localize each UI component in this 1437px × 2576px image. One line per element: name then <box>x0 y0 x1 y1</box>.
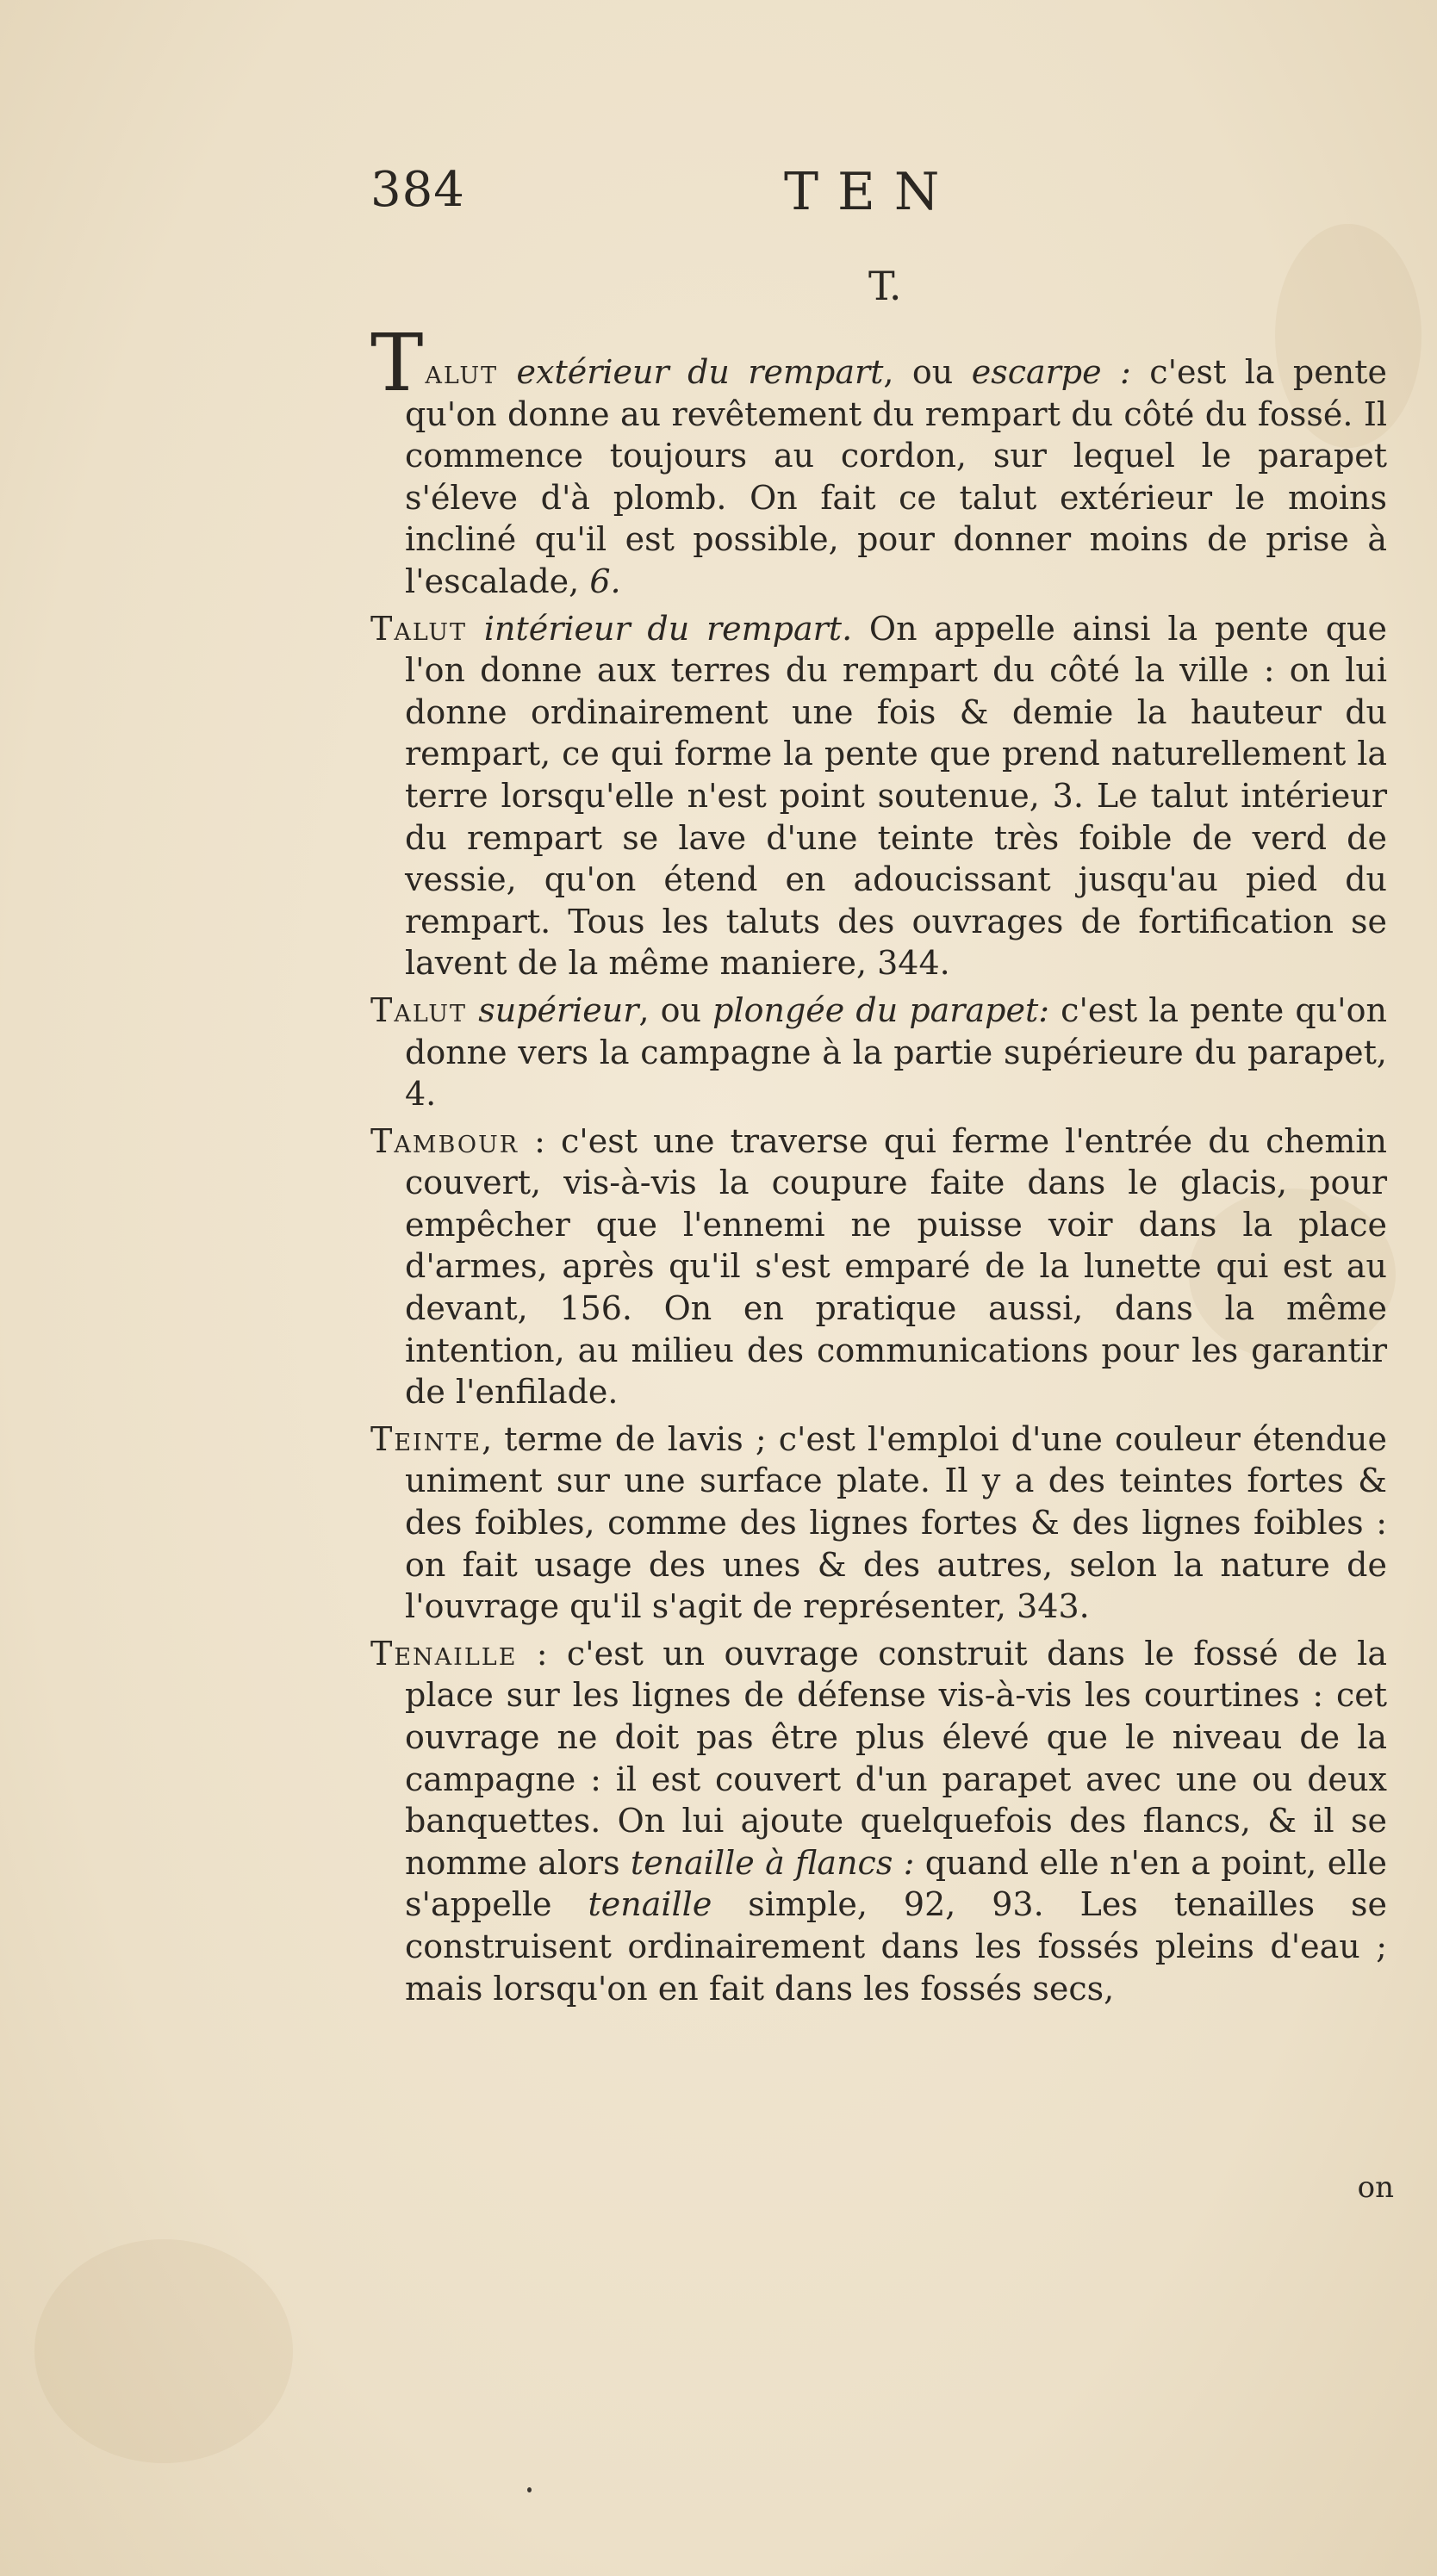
catchword: on <box>1357 2170 1394 2205</box>
paper-stain <box>34 2239 293 2463</box>
entry-qualifier: intérieur du rempart. <box>483 609 853 648</box>
entry-connector: , ou <box>883 353 954 391</box>
entry-term: Tenaille <box>370 1634 518 1673</box>
glossary-entry <box>370 1633 1387 2009</box>
glossary-entry <box>370 1418 1387 1628</box>
entry-term: Talut <box>370 609 468 648</box>
entry-alt-term: escarpe : <box>971 353 1131 391</box>
entry-connector: , ou <box>638 990 701 1029</box>
glossary-entry <box>370 317 1387 603</box>
ink-speck <box>527 2487 532 2492</box>
entry-term: Talut <box>370 990 468 1029</box>
entry-definition-cont: quand elle n'en a point, elle s'appelle <box>405 1843 1387 1924</box>
glossary-text <box>370 317 1387 2014</box>
section-letter: T. <box>868 263 902 309</box>
glossary-entry <box>370 990 1387 1115</box>
entry-definition: , terme de lavis ; c'est l'emploi d'une couleur étendue uniment sur une surface plate. Il y a des teintes fortes & des foibles, comme des lignes fortes & des lignes foibles : on fait usage des unes & des autres, selon la nature de l'ouvrage qu'il s'agit de représenter, 343. <box>405 1419 1387 1626</box>
entry-term: Teinte <box>370 1419 482 1458</box>
entry-alt-term: plongée du parapet: <box>712 990 1050 1029</box>
entry-definition: c'est la pente qu'on donne au revêtement du rempart du côté du fossé. Il commence toujours au cordon, sur lequel le parapet s'éleve d'à plomb. On fait ce talut extérieur le moins incliné qu'il est possible, pour donner moins de prise à l'escalade, <box>405 353 1387 600</box>
entry-reference: 6. <box>589 562 621 600</box>
entry-variant-simple: tenaille <box>588 1885 712 1924</box>
glossary-entry <box>370 1120 1387 1413</box>
glossary-entry <box>370 608 1387 984</box>
entry-term: Tambour <box>370 1121 519 1160</box>
entry-definition: : c'est un ouvrage construit dans le fossé de la place sur les lignes de défense vis-à-vis les courtines : cet ouvrage ne doit pas être plus élevé que le niveau de la campagne : il est couvert d'un parapet avec une ou deux banquettes. On lui ajoute quelquefois des flancs, & il se nomme alors <box>405 1634 1387 1882</box>
running-head: TEN <box>784 162 959 222</box>
entry-definition-cont: simple, 92, 93. Les tenailles se construisent ordinairement dans les fossés pleins d'eau ; mais lorsqu'on en fait dans les fossés secs, <box>405 1885 1387 2008</box>
entry-definition: On appelle ainsi la pente que l'on donne aux terres du rempart du côté la ville : on lui donne ordinairement une fois & demie la hauteur du rempart, ce qui forme la pente que prend naturellement la terre lorsqu'elle n'est point soutenue, 3. Le talut intérieur du rempart se lave d'une teinte très foible de verd de vessie, qu'on étend en adoucissant jusqu'au pied du rempart. Tous les taluts des ouvrages de fortification se lavent de la même maniere, 344. <box>405 609 1387 983</box>
drop-cap: T <box>370 317 424 409</box>
entry-qualifier: supérieur <box>478 990 639 1029</box>
entry-variant-flanks: tenaille à flancs : <box>630 1843 915 1882</box>
page-header <box>370 162 1404 239</box>
page-number: 384 <box>370 162 465 218</box>
entry-term: alut <box>425 353 499 391</box>
entry-definition: c'est la pente qu'on donne vers la campagne à la partie supérieure du parapet, 4. <box>405 990 1387 1114</box>
entry-definition: : c'est une traverse qui ferme l'entrée du chemin couvert, vis-à-vis la coupure faite dans le glacis, pour empêcher que l'ennemi ne puisse voir dans la place d'armes, après qu'il s'est emparé de la lunette qui est au devant, 156. On en pratique aussi, dans la même intention, au milieu des communications pour les garantir de l'enfilade. <box>405 1121 1387 1412</box>
entry-qualifier: extérieur du rempart <box>516 353 884 391</box>
